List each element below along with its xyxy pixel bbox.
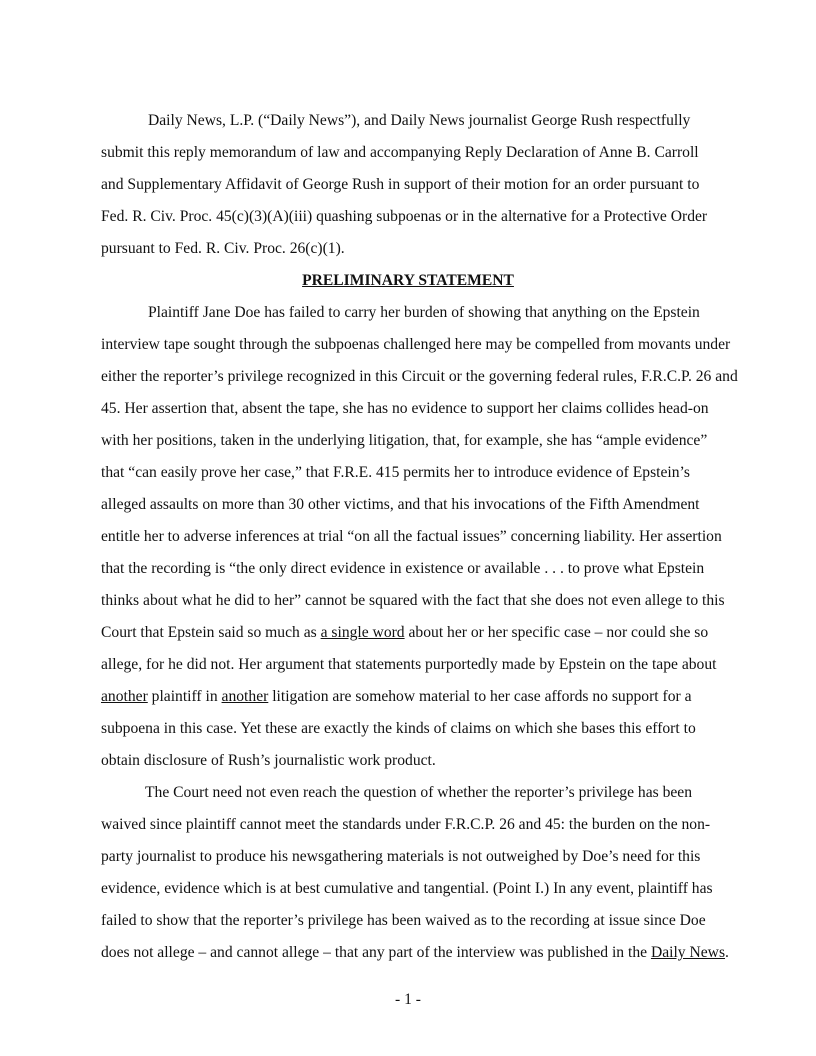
para1-line-11-post: about her or her specific case – nor could she so	[404, 624, 709, 641]
para2-line-4: evidence, evidence which is at best cumulative and tangential. (Point I.) In any event, plaintiff has	[101, 880, 713, 897]
para1-line-2: interview tape sought through the subpoenas challenged here may be compelled from movants under	[101, 336, 731, 353]
intro-line-4: Fed. R. Civ. Proc. 45(c)(3)(A)(iii) quashing subpoenas or in the alternative for a Protective Order	[101, 208, 708, 225]
para1-line-13	[101, 687, 692, 707]
intro-line-1: Daily News, L.P. (“Daily News”), and Daily News journalist George Rush respectfully	[148, 112, 691, 129]
para2-line-6-pre: does not allege – and cannot allege – that any part of the interview was published in the	[101, 944, 651, 961]
intro-line-2: submit this reply memorandum of law and accompanying Reply Declaration of Anne B. Carroll	[101, 144, 699, 161]
para1-line-5: with her positions, taken in the underlying litigation, that, for example, she has “ample evidence”	[101, 432, 708, 449]
intro-line-5: pursuant to Fed. R. Civ. Proc. 26(c)(1).	[101, 240, 345, 257]
daily-news-title: Daily News	[650, 944, 726, 961]
para1-line-14: subpoena in this case. Yet these are exactly the kinds of claims on which she bases this effort to	[101, 720, 696, 737]
para1-line-8: entitle her to adverse inferences at trial “on all the factual issues” concerning liability. Her assertion	[101, 528, 722, 545]
emphasis-a-single-word: a single word	[320, 624, 405, 641]
emphasis-another-2: another	[221, 688, 269, 705]
para1-line-1: Plaintiff Jane Doe has failed to carry her burden of showing that anything on the Epstein	[148, 304, 700, 321]
para2-line-2: waived since plaintiff cannot meet the standards under F.R.C.P. 26 and 45: the burden on the non-	[101, 816, 711, 833]
para2-line-3: party journalist to produce his newsgathering materials is not outweighed by Doe’s need for this	[101, 848, 701, 865]
para2-line-6	[101, 943, 729, 963]
section-heading: PRELIMINARY STATEMENT	[302, 272, 514, 289]
para2-line-5: failed to show that the reporter’s privilege has been waived as to the recording at issue since Doe	[101, 912, 706, 929]
para1-line-9: that the recording is “the only direct evidence in existence or available . . . to prove what Epstein	[101, 560, 705, 577]
intro-line-3: and Supplementary Affidavit of George Rush in support of their motion for an order pursuant to	[101, 176, 700, 193]
para1-line-11	[101, 623, 708, 643]
para1-line-7: alleged assaults on more than 30 other victims, and that his invocations of the Fifth Amendment	[101, 496, 700, 513]
para1-line-3: either the reporter’s privilege recognized in this Circuit or the governing federal rules, F.R.C.P. 26 and	[101, 368, 738, 385]
para1-line-13-post: litigation are somehow material to her case affords no support for a	[268, 688, 692, 705]
para1-line-4: 45. Her assertion that, absent the tape, she has no evidence to support her claims collides head-on	[101, 400, 709, 417]
para1-line-15: obtain disclosure of Rush’s journalistic work product.	[101, 752, 436, 769]
para2-line-1: The Court need not even reach the question of whether the reporter’s privilege has been	[145, 784, 693, 801]
para1-line-12: allege, for he did not. Her argument that statements purportedly made by Epstein on the tape about	[101, 656, 717, 673]
para1-line-13-mid: plaintiff in	[147, 688, 222, 705]
para1-line-11-pre: Court that Epstein said so much as	[101, 624, 321, 641]
para1-line-10: thinks about what he did to her” cannot be squared with the fact that she does not even allege to this	[101, 592, 725, 609]
emphasis-another-1: another	[101, 688, 148, 705]
para2-line-6-post: .	[725, 944, 729, 961]
page-number: - 1 -	[395, 991, 421, 1008]
para1-line-6: that “can easily prove her case,” that F.R.E. 415 permits her to introduce evidence of Epstein’s	[101, 464, 690, 481]
